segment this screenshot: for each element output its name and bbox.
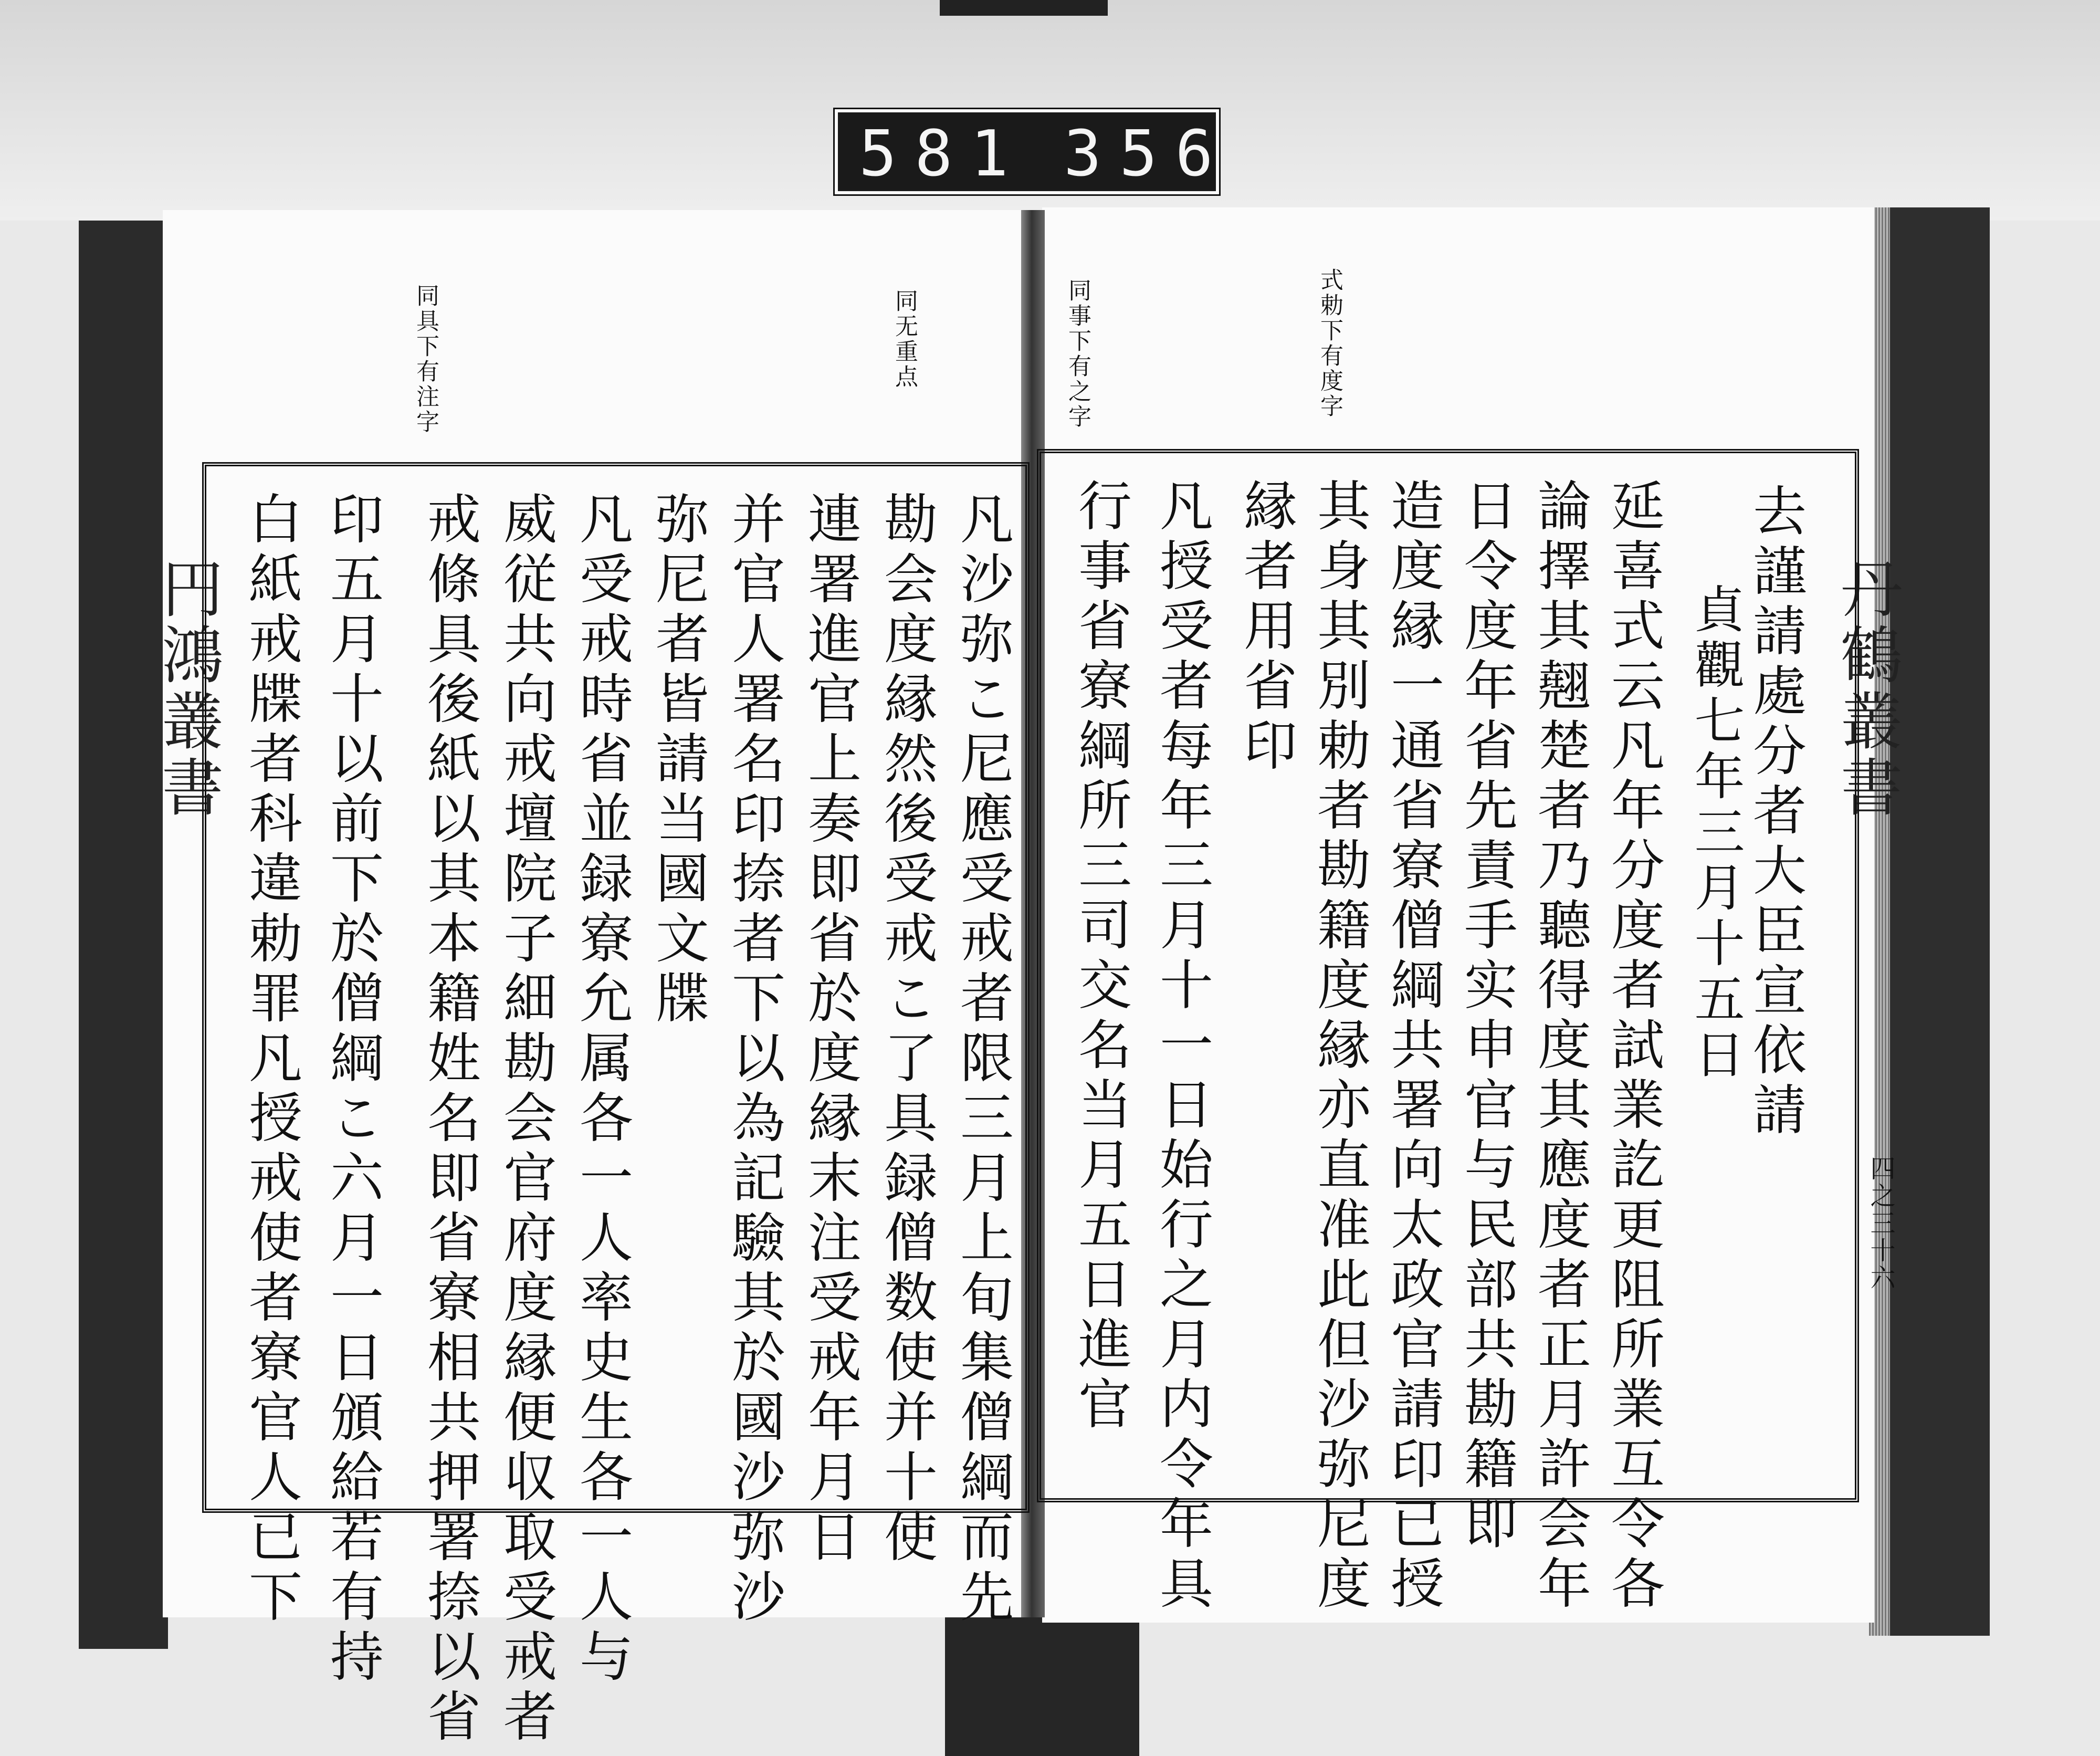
text-column: 其身其別勅者勘籍度縁亦直准此但沙弥尼度 — [1308, 478, 1371, 1615]
left-running-title: 円鴻叢書 — [151, 557, 224, 821]
text-column: 凡受戒時省並録寮允属各一人率史生各一人与 — [571, 491, 633, 1688]
catalog-label — [835, 109, 1231, 194]
book-cover-left — [79, 221, 168, 1649]
marginal-note: 式勅下有度字 — [1316, 268, 1343, 419]
text-column: 延喜式云凡年分度者試業訖更阻所業互令各 — [1602, 478, 1665, 1615]
text-column: 連署進官上奏即省於度縁末注受戒年月日 — [799, 491, 862, 1569]
text-column: 并官人署名印捺者下以為記驗其於國沙弥沙 — [723, 491, 785, 1628]
text-column: 白紙戒牒者科違勅罪凡授戒使者寮官人已下 — [240, 491, 302, 1628]
text-column: 威従共向戒壇院子細勘会官府度縁便収取受戒者 — [495, 491, 557, 1748]
text-column: 戒條具後紙以其本籍姓名即省寮相共押署捺以省 — [418, 491, 481, 1748]
catalog-number-right: 356 — [1064, 118, 1231, 191]
catalog-number-left: 581 — [859, 118, 1026, 191]
text-column: 凡授受者每年三月十一日始行之月内令年具 — [1151, 478, 1213, 1615]
text-column: 論擇其翹楚者乃聽得度其應度者正月許会年 — [1529, 478, 1591, 1615]
text-column: 縁者用省印 — [1235, 478, 1297, 777]
text-column: 印五月十以前下於僧綱こ六月一日頒給若有持 — [321, 491, 384, 1688]
text-column: 造度縁一通省寮僧綱共署向太政官請印已授 — [1382, 478, 1444, 1615]
text-column: 行事省寮綱所三司交名当月五日進官 — [1069, 478, 1132, 1436]
date-line: 貞觀七年三月十五日 — [1686, 583, 1745, 1084]
text-column: 勘会度縁然後受戒こ了具録僧数使并十使 — [875, 491, 938, 1569]
text-column: 去謹請處分者大臣宣依請 — [1744, 483, 1807, 1142]
binding-top-edge — [940, 0, 1108, 16]
marginal-note: 同无重点 — [891, 289, 918, 390]
right-running-title: 丹鶴叢書 — [1830, 557, 1903, 821]
marginal-note: 同具下有注字 — [412, 284, 439, 435]
text-column: 凡沙弥こ尼應受戒者限三月上旬集僧綱而先 — [951, 491, 1014, 1628]
marginal-note: 同事下有之字 — [1064, 278, 1091, 430]
text-column: 弥尼者皆請当國文牒 — [647, 491, 709, 1030]
text-column: 日令度年省先責手实申官与民部共勘籍即 — [1455, 478, 1518, 1555]
folio-number: 四之三十六 — [1866, 1155, 1895, 1292]
